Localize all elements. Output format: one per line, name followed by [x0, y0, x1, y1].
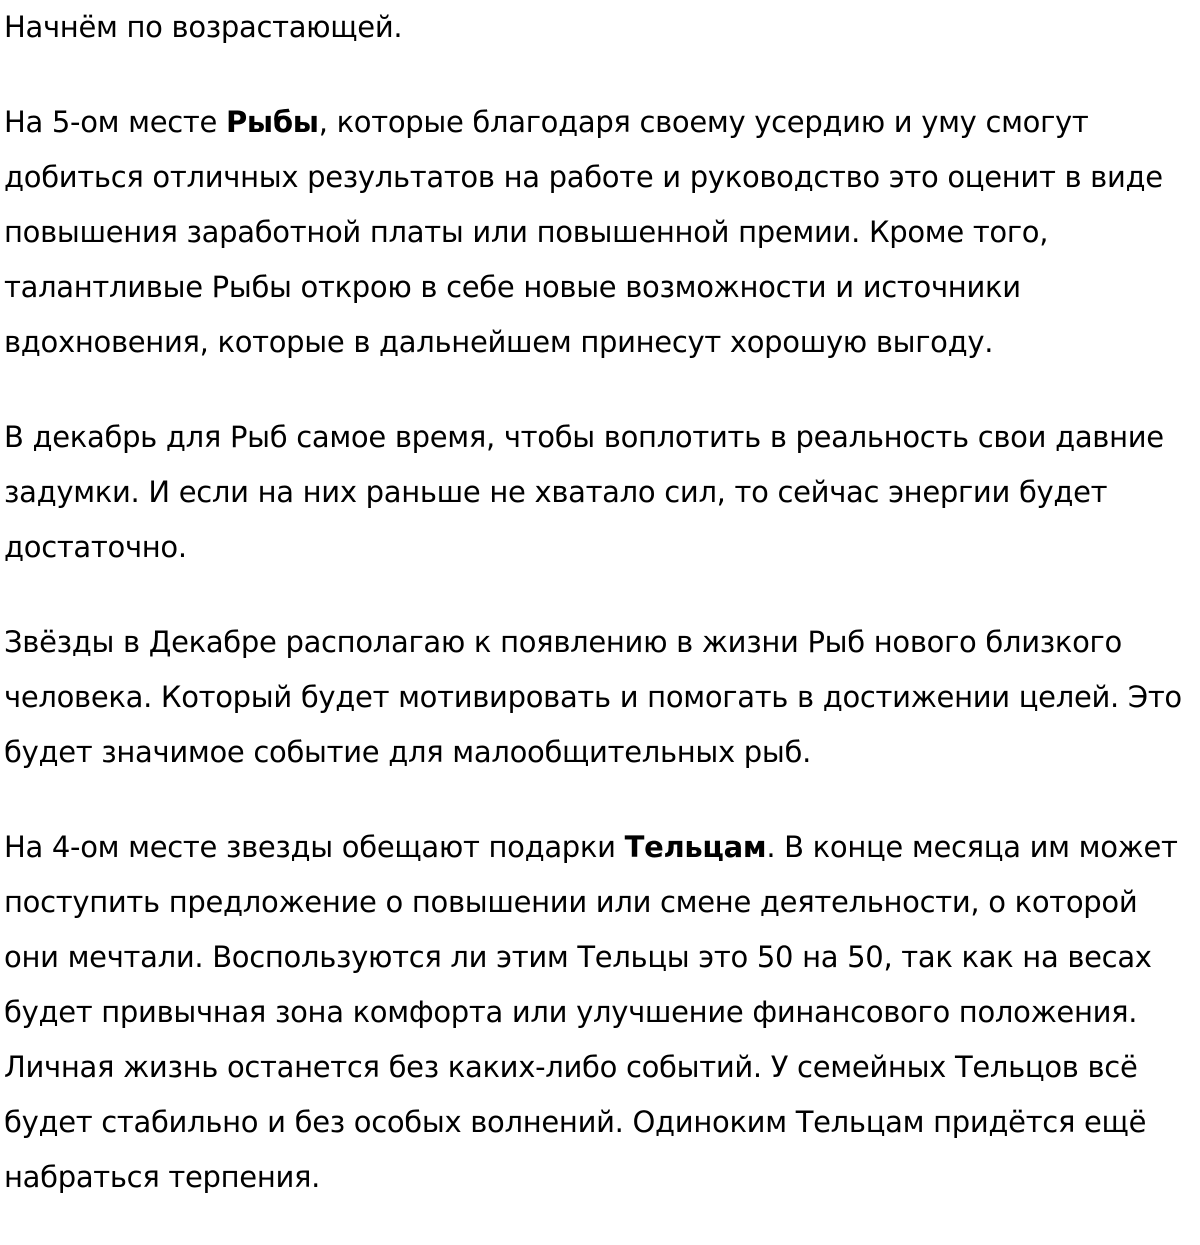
pisces-plans-paragraph: В декабрь для Рыб самое время, чтобы воплотить в реальность свои давние задумки. И если на них раньше не хватало сил, то сейчас энергии будет достаточно. [4, 420, 1164, 564]
article-body [4, 0, 1194, 1245]
taurus-paragraph [4, 820, 1194, 1205]
pisces-text-after: , которые благодаря своему усердию и уму смогут добиться отличных результатов на работе и руководство это оценит в виде повышения заработной платы или повышенной премии. Кроме того, талантливые Рыбы открою в себе новые возможности и источники вдохновения, которые в дальнейшем принесут хорошую выгоду. [4, 105, 1163, 359]
pisces-text-before: На 5-ом месте [4, 105, 226, 139]
taurus-sign-name: Тельцам [624, 830, 767, 864]
pisces-relationship-paragraph: Звёзды в Декабре располагаю к появлению в жизни Рыб нового близкого человека. Который будет мотивировать и помогать в достижении целей. Это будет значимое событие для малообщительных рыб. [4, 625, 1182, 769]
taurus-text-after: . В конце месяца им может поступить предложение о повышении или смене деятельности, о которой они мечтали. Воспользуются ли этим Тельцы это 50 на 50, так как на весах будет привычная зона комфорта или улучшение финансового положения. Личная жизнь останется без каких-либо событий. У семейных Тельцов всё будет стабильно и без особых волнений. Одиноким Тельцам придётся ещё набраться терпения. [4, 830, 1178, 1194]
taurus-text-before: На 4-ом месте звезды обещают подарки [4, 830, 625, 864]
pisces-paragraph [4, 95, 1194, 370]
pisces-sign-name: Рыбы [225, 105, 319, 139]
intro-paragraph: Начнём по возрастающей. [4, 10, 403, 44]
